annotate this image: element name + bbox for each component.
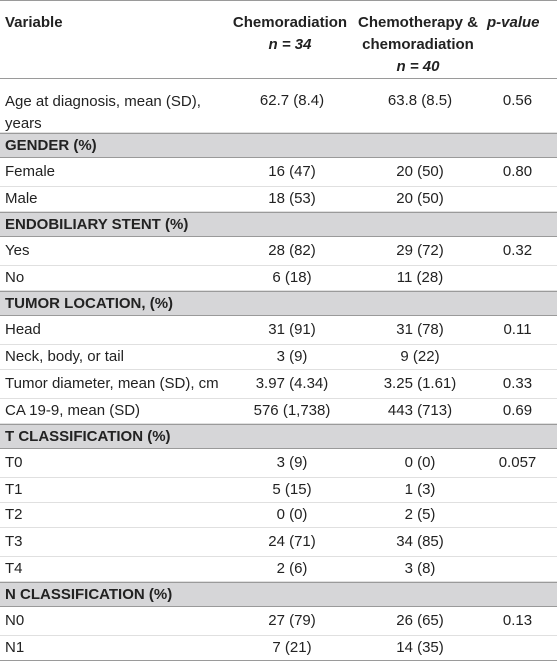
chemotherapy-chemoradiation-cell: 20 (50) (396, 190, 444, 207)
variable-cell: Female (5, 163, 56, 180)
pvalue-cell: 0.13 (502, 612, 533, 629)
table-row (0, 187, 557, 212)
table-row (0, 478, 557, 503)
chemotherapy-chemoradiation-cell: 26 (65) (396, 612, 444, 629)
chemotherapy-chemoradiation-cell: 443 (713) (387, 402, 453, 419)
chemotherapy-chemoradiation-cell: 20 (50) (396, 163, 444, 180)
pvalue-cell: 0.80 (502, 163, 533, 180)
pvalue-cell: 0.057 (498, 454, 537, 471)
table-row (0, 266, 557, 291)
chemoradiation-cell: 27 (79) (268, 612, 316, 629)
chemotherapy-chemoradiation-cell: 2 (5) (404, 506, 436, 523)
variable-cell: Age at diagnosis, mean (SD), years (5, 93, 201, 132)
section-header-row (0, 212, 557, 237)
header-chemoradiation (228, 12, 352, 56)
chemoradiation-cell: 5 (15) (272, 481, 312, 498)
section-label: N CLASSIFICATION (%) (5, 585, 173, 603)
chemotherapy-chemoradiation-cell: 14 (35) (396, 639, 444, 656)
chemoradiation-cell: 31 (91) (268, 321, 316, 338)
table-row (0, 607, 557, 636)
chemotherapy-chemoradiation-cell: 3 (8) (404, 560, 436, 577)
pvalue-cell: 0.11 (503, 321, 532, 338)
chemoradiation-cell: 18 (53) (268, 190, 316, 207)
chemoradiation-cell: 576 (1,738) (253, 402, 331, 419)
table-body (0, 79, 557, 661)
variable-cell: T0 (5, 454, 23, 471)
header-chemotherapy-chemoradiation (353, 12, 483, 78)
chemotherapy-chemoradiation-cell: 0 (0) (404, 454, 436, 471)
header-col2-title-line1: Chemotherapy & (357, 14, 479, 31)
variable-cell: Yes (5, 242, 30, 259)
pvalue-cell: 0.32 (502, 242, 533, 259)
table-row (0, 399, 557, 424)
table-row (0, 79, 557, 133)
chemoradiation-cell: 6 (18) (272, 269, 312, 286)
chemotherapy-chemoradiation-cell: 11 (28) (396, 269, 444, 286)
table-row (0, 449, 557, 478)
section-label: ENDOBILIARY STENT (%) (5, 215, 189, 233)
variable-cell: Neck, body, or tail (5, 348, 124, 365)
variable-cell: T3 (5, 533, 23, 550)
chemoradiation-cell: 62.7 (8.4) (259, 92, 325, 109)
header-pvalue: p-value (487, 14, 540, 31)
header-chemoradiation-title: Chemoradiation (232, 14, 348, 31)
table-row (0, 316, 557, 345)
variable-cell: Male (5, 190, 38, 207)
variable-cell: No (5, 269, 25, 286)
table-row (0, 636, 557, 661)
section-header-row (0, 291, 557, 316)
section-header-row (0, 424, 557, 449)
chemoradiation-cell: 7 (21) (272, 639, 312, 656)
table-row (0, 370, 557, 399)
table-header (0, 0, 557, 79)
chemoradiation-cell: 24 (71) (268, 533, 316, 550)
table-row (0, 237, 557, 266)
chemoradiation-cell: 16 (47) (268, 163, 316, 180)
header-col2-n: n = 40 (396, 58, 440, 75)
section-label: TUMOR LOCATION, (%) (5, 294, 174, 312)
variable-cell: N0 (5, 612, 25, 629)
table-row (0, 345, 557, 370)
pvalue-cell: 0.69 (502, 402, 533, 419)
variable-cell: N1 (5, 639, 25, 656)
section-header-row (0, 133, 557, 158)
header-variable: Variable (5, 14, 63, 31)
section-header-row (0, 582, 557, 607)
chemotherapy-chemoradiation-cell: 1 (3) (404, 481, 436, 498)
variable-cell: Head (5, 321, 41, 338)
chemotherapy-chemoradiation-cell: 63.8 (8.5) (387, 92, 453, 109)
header-col2-title-line2: chemoradiation (362, 36, 474, 53)
chemotherapy-chemoradiation-cell: 31 (78) (396, 321, 444, 338)
variable-cell: Tumor diameter, mean (SD), cm (5, 375, 219, 392)
table-row (0, 503, 557, 528)
chemoradiation-cell: 0 (0) (276, 506, 308, 523)
chemoradiation-cell: 2 (6) (276, 560, 308, 577)
table-row (0, 528, 557, 557)
pvalue-cell: 0.33 (502, 375, 533, 392)
section-label: T CLASSIFICATION (%) (5, 427, 171, 445)
pvalue-cell: 0.56 (502, 92, 533, 109)
chemoradiation-cell: 3 (9) (276, 454, 308, 471)
table-row (0, 557, 557, 582)
chemotherapy-chemoradiation-cell: 3.25 (1.61) (383, 375, 457, 392)
variable-cell: T1 (5, 481, 23, 498)
variable-cell: T2 (5, 506, 23, 523)
chemoradiation-cell: 3 (9) (276, 348, 308, 365)
chemoradiation-cell: 3.97 (4.34) (255, 375, 329, 392)
table-row (0, 158, 557, 187)
chemotherapy-chemoradiation-cell: 29 (72) (396, 242, 444, 259)
section-label: GENDER (%) (5, 136, 97, 154)
header-chemoradiation-n: n = 34 (268, 36, 312, 53)
chemotherapy-chemoradiation-cell: 9 (22) (400, 348, 440, 365)
chemotherapy-chemoradiation-cell: 34 (85) (396, 533, 444, 550)
variable-cell: T4 (5, 560, 23, 577)
chemoradiation-cell: 28 (82) (268, 242, 316, 259)
variable-cell: CA 19-9, mean (SD) (5, 402, 141, 419)
